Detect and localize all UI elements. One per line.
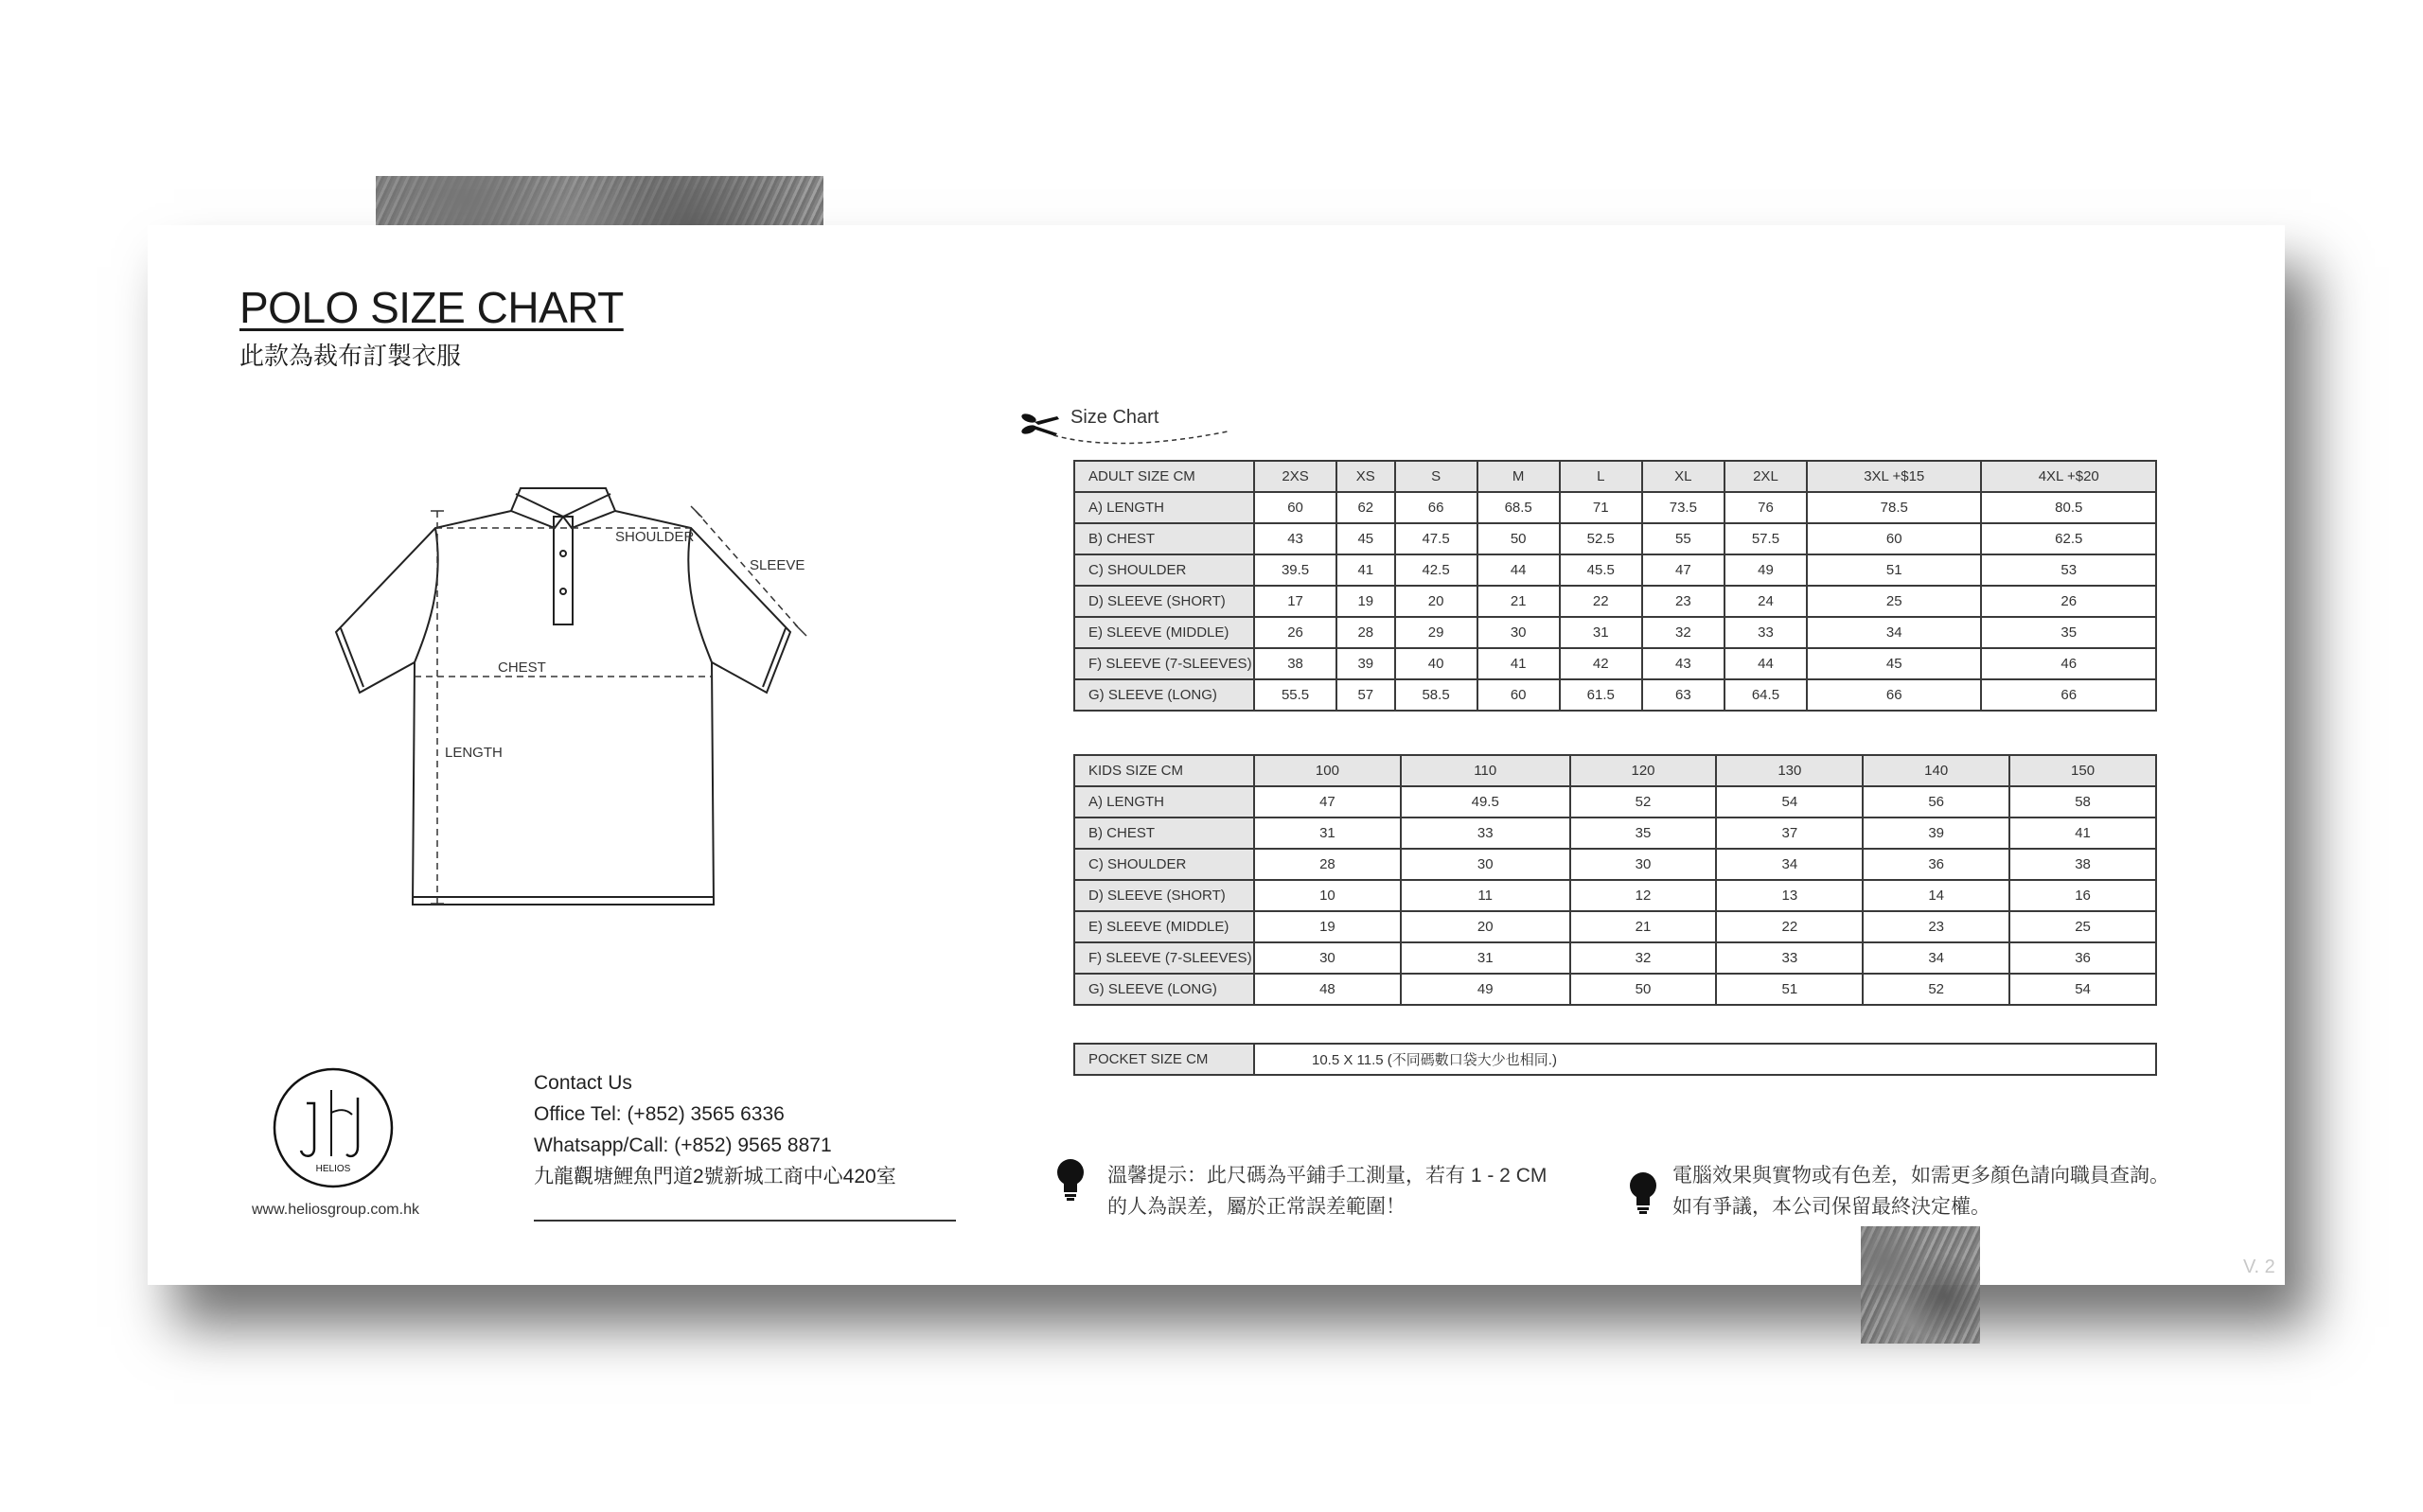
table-cell: 62 (1336, 492, 1394, 523)
table-cell: 25 (2009, 911, 2156, 942)
table-cell: 33 (1724, 617, 1807, 648)
table-cell: 11 (1401, 880, 1570, 911)
table-header-cell: 2XL (1724, 461, 1807, 492)
table-header-cell: 110 (1401, 755, 1570, 786)
table-cell: 47 (1254, 786, 1401, 818)
table-header-cell: KIDS SIZE CM (1074, 755, 1254, 786)
table-cell: 37 (1716, 818, 1863, 849)
adult-size-table (1073, 460, 2157, 712)
table-cell: 29 (1395, 617, 1477, 648)
contact-heading: Contact Us (534, 1072, 632, 1094)
table-cell: 22 (1716, 911, 1863, 942)
table-row (1074, 586, 2156, 617)
row-label-cell: F) SLEEVE (7-SLEEVES) (1074, 648, 1254, 679)
table-header-row (1074, 461, 2156, 492)
table-cell: 60 (1254, 492, 1336, 523)
tip-line: 溫馨提示：此尺碼為平鋪手工測量，若有 1 - 2 CM (1107, 1165, 1548, 1187)
table-cell: 55 (1642, 523, 1724, 554)
table-cell: 50 (1477, 523, 1560, 554)
table-cell: 17 (1254, 586, 1336, 617)
address: 九龍觀塘鯉魚門道2號新城工商中心420室 (534, 1166, 896, 1187)
table-cell: 12 (1570, 880, 1717, 911)
table-cell: 36 (1863, 849, 2009, 880)
row-label-cell: G) SLEEVE (LONG) (1074, 974, 1254, 1005)
logo-text: HELIOS (315, 1164, 351, 1174)
table-cell: 13 (1716, 880, 1863, 911)
table-cell: 43 (1642, 648, 1724, 679)
table-cell: 40 (1395, 648, 1477, 679)
table-cell: 52 (1570, 786, 1717, 818)
table-cell: 34 (1716, 849, 1863, 880)
table-row (1074, 1044, 2156, 1075)
table-cell: 21 (1570, 911, 1717, 942)
row-label-cell: D) SLEEVE (SHORT) (1074, 586, 1254, 617)
contact-block (534, 1067, 896, 1192)
tip-line: 如有爭議，本公司保留最終決定權。 (1672, 1196, 1990, 1218)
table-header-cell: 2XS (1254, 461, 1336, 492)
table-cell: 31 (1254, 818, 1401, 849)
table-header-cell: 140 (1863, 755, 2009, 786)
table-row (1074, 818, 2156, 849)
table-cell: 58.5 (1395, 679, 1477, 711)
table-row (1074, 786, 2156, 818)
table-cell: 48 (1254, 974, 1401, 1005)
row-label-cell: C) SHOULDER (1074, 849, 1254, 880)
table-cell: 47 (1642, 554, 1724, 586)
table-cell: 35 (1570, 818, 1717, 849)
table-cell: 66 (1981, 679, 2156, 711)
table-header-cell: L (1560, 461, 1642, 492)
table-cell: 55.5 (1254, 679, 1336, 711)
scissors-icon (1020, 413, 1059, 436)
table-cell: 44 (1724, 648, 1807, 679)
table-cell: 28 (1336, 617, 1394, 648)
table-cell: 50 (1570, 974, 1717, 1005)
table-cell: 63 (1642, 679, 1724, 711)
table-cell: 26 (1254, 617, 1336, 648)
office-phone: Office Tel: (+852) 3565 6336 (534, 1103, 785, 1125)
table-cell: 60 (1807, 523, 1981, 554)
table-cell: 39 (1863, 818, 2009, 849)
table-cell: 22 (1560, 586, 1642, 617)
table-cell: 80.5 (1981, 492, 2156, 523)
table-header-row (1074, 755, 2156, 786)
lightbulb-icon (1055, 1158, 1086, 1202)
table-cell: 78.5 (1807, 492, 1981, 523)
table-header-cell: ADULT SIZE CM (1074, 461, 1254, 492)
table-cell: 57.5 (1724, 523, 1807, 554)
table-cell: 26 (1981, 586, 2156, 617)
table-cell: 30 (1254, 942, 1401, 974)
table-cell: 41 (2009, 818, 2156, 849)
table-cell: 56 (1863, 786, 2009, 818)
table-cell: 20 (1401, 911, 1570, 942)
chest-label: CHEST (498, 659, 546, 676)
table-header-cell: XL (1642, 461, 1724, 492)
lightbulb-icon (1628, 1171, 1658, 1215)
table-cell: 49 (1401, 974, 1570, 1005)
table-cell: 33 (1716, 942, 1863, 974)
table-cell: 14 (1863, 880, 2009, 911)
table-cell: 28 (1254, 849, 1401, 880)
table-cell: 42 (1560, 648, 1642, 679)
size-chart-heading: Size Chart (1070, 407, 1159, 428)
table-cell: 41 (1336, 554, 1394, 586)
table-cell: 54 (2009, 974, 2156, 1005)
table-row (1074, 617, 2156, 648)
row-label-cell: A) LENGTH (1074, 492, 1254, 523)
table-header-cell: 120 (1570, 755, 1717, 786)
table-row (1074, 523, 2156, 554)
page-subtitle: 此款為裁布訂製衣服 (239, 342, 462, 370)
table-header-cell: 130 (1716, 755, 1863, 786)
table-row (1074, 648, 2156, 679)
table-cell: 25 (1807, 586, 1981, 617)
table-cell: 76 (1724, 492, 1807, 523)
table-header-cell: S (1395, 461, 1477, 492)
table-cell: 16 (2009, 880, 2156, 911)
table-row (1074, 911, 2156, 942)
table-header-cell: 3XL +$15 (1807, 461, 1981, 492)
table-cell: 32 (1570, 942, 1717, 974)
shoulder-label: SHOULDER (615, 529, 695, 545)
row-label-cell: A) LENGTH (1074, 786, 1254, 818)
divider (534, 1220, 956, 1222)
whatsapp-phone: Whatsapp/Call: (+852) 9565 8871 (534, 1134, 832, 1156)
row-label-cell: C) SHOULDER (1074, 554, 1254, 586)
table-row (1074, 554, 2156, 586)
table-cell: 60 (1477, 679, 1560, 711)
table-header-cell: 150 (2009, 755, 2156, 786)
table-row (1074, 974, 2156, 1005)
table-cell: 24 (1724, 586, 1807, 617)
table-cell: 19 (1254, 911, 1401, 942)
table-cell: 23 (1642, 586, 1724, 617)
table-cell: 38 (2009, 849, 2156, 880)
kids-size-table (1073, 754, 2157, 1006)
table-cell: 41 (1477, 648, 1560, 679)
table-cell: 49 (1724, 554, 1807, 586)
table-cell: 57 (1336, 679, 1394, 711)
pocket-value: 10.5 X 11.5 (不同碼數口袋大少也相同.) (1254, 1044, 2156, 1075)
table-cell: 23 (1863, 911, 2009, 942)
table-cell: 30 (1401, 849, 1570, 880)
table-cell: 39.5 (1254, 554, 1336, 586)
row-label-cell: D) SLEEVE (SHORT) (1074, 880, 1254, 911)
table-cell: 32 (1642, 617, 1724, 648)
table-cell: 45 (1807, 648, 1981, 679)
length-label: LENGTH (445, 745, 503, 761)
table-cell: 64.5 (1724, 679, 1807, 711)
table-header-cell: 4XL +$20 (1981, 461, 2156, 492)
table-cell: 53 (1981, 554, 2156, 586)
tape-decoration-bottom (1861, 1226, 1980, 1344)
table-row (1074, 679, 2156, 711)
row-label-cell: B) CHEST (1074, 523, 1254, 554)
table-cell: 31 (1401, 942, 1570, 974)
table-cell: 46 (1981, 648, 2156, 679)
table-cell: 35 (1981, 617, 2156, 648)
table-header-cell: XS (1336, 461, 1394, 492)
table-cell: 66 (1807, 679, 1981, 711)
table-cell: 62.5 (1981, 523, 2156, 554)
table-cell: 49.5 (1401, 786, 1570, 818)
table-cell: 73.5 (1642, 492, 1724, 523)
table-header-cell: M (1477, 461, 1560, 492)
row-label-cell: G) SLEEVE (LONG) (1074, 679, 1254, 711)
table-cell: 44 (1477, 554, 1560, 586)
table-cell: 30 (1570, 849, 1717, 880)
table-header-cell: 100 (1254, 755, 1401, 786)
version-label: V. 2 (2243, 1257, 2275, 1277)
table-cell: 30 (1477, 617, 1560, 648)
table-cell: 68.5 (1477, 492, 1560, 523)
row-label-cell: E) SLEEVE (MIDDLE) (1074, 617, 1254, 648)
table-cell: 39 (1336, 648, 1394, 679)
table-cell: 34 (1863, 942, 2009, 974)
measurement-tip (1107, 1160, 1547, 1222)
tip-line: 的人為誤差，屬於正常誤差範圍！ (1107, 1196, 1406, 1218)
row-label-cell: F) SLEEVE (7-SLEEVES) (1074, 942, 1254, 974)
table-cell: 54 (1716, 786, 1863, 818)
table-cell: 19 (1336, 586, 1394, 617)
table-cell: 31 (1560, 617, 1642, 648)
table-cell: 52.5 (1560, 523, 1642, 554)
pocket-label: POCKET SIZE CM (1074, 1044, 1254, 1075)
table-cell: 38 (1254, 648, 1336, 679)
website-link[interactable]: www.heliosgroup.com.hk (252, 1202, 419, 1218)
table-row (1074, 880, 2156, 911)
table-cell: 21 (1477, 586, 1560, 617)
color-disclaimer (1672, 1160, 2169, 1222)
polo-shirt-diagram (322, 473, 814, 918)
table-cell: 66 (1395, 492, 1477, 523)
table-cell: 61.5 (1560, 679, 1642, 711)
table-cell: 34 (1807, 617, 1981, 648)
table-cell: 51 (1716, 974, 1863, 1005)
table-cell: 51 (1807, 554, 1981, 586)
table-cell: 43 (1254, 523, 1336, 554)
table-cell: 36 (2009, 942, 2156, 974)
table-row (1074, 849, 2156, 880)
row-label-cell: E) SLEEVE (MIDDLE) (1074, 911, 1254, 942)
table-cell: 71 (1560, 492, 1642, 523)
table-cell: 52 (1863, 974, 2009, 1005)
sleeve-label: SLEEVE (750, 557, 805, 573)
table-cell: 10 (1254, 880, 1401, 911)
helios-logo (271, 1065, 396, 1190)
table-cell: 45 (1336, 523, 1394, 554)
table-cell: 45.5 (1560, 554, 1642, 586)
tip-line: 電腦效果與實物或有色差，如需更多顏色請向職員查詢。 (1672, 1165, 2169, 1187)
table-row (1074, 942, 2156, 974)
kids-table-body (1074, 786, 2156, 1005)
table-cell: 47.5 (1395, 523, 1477, 554)
adult-table-body (1074, 492, 2156, 711)
page-title: POLO SIZE CHART (239, 283, 624, 332)
pocket-size-table (1073, 1043, 2157, 1076)
table-cell: 20 (1395, 586, 1477, 617)
table-cell: 42.5 (1395, 554, 1477, 586)
table-row (1074, 492, 2156, 523)
table-cell: 58 (2009, 786, 2156, 818)
row-label-cell: B) CHEST (1074, 818, 1254, 849)
table-cell: 33 (1401, 818, 1570, 849)
